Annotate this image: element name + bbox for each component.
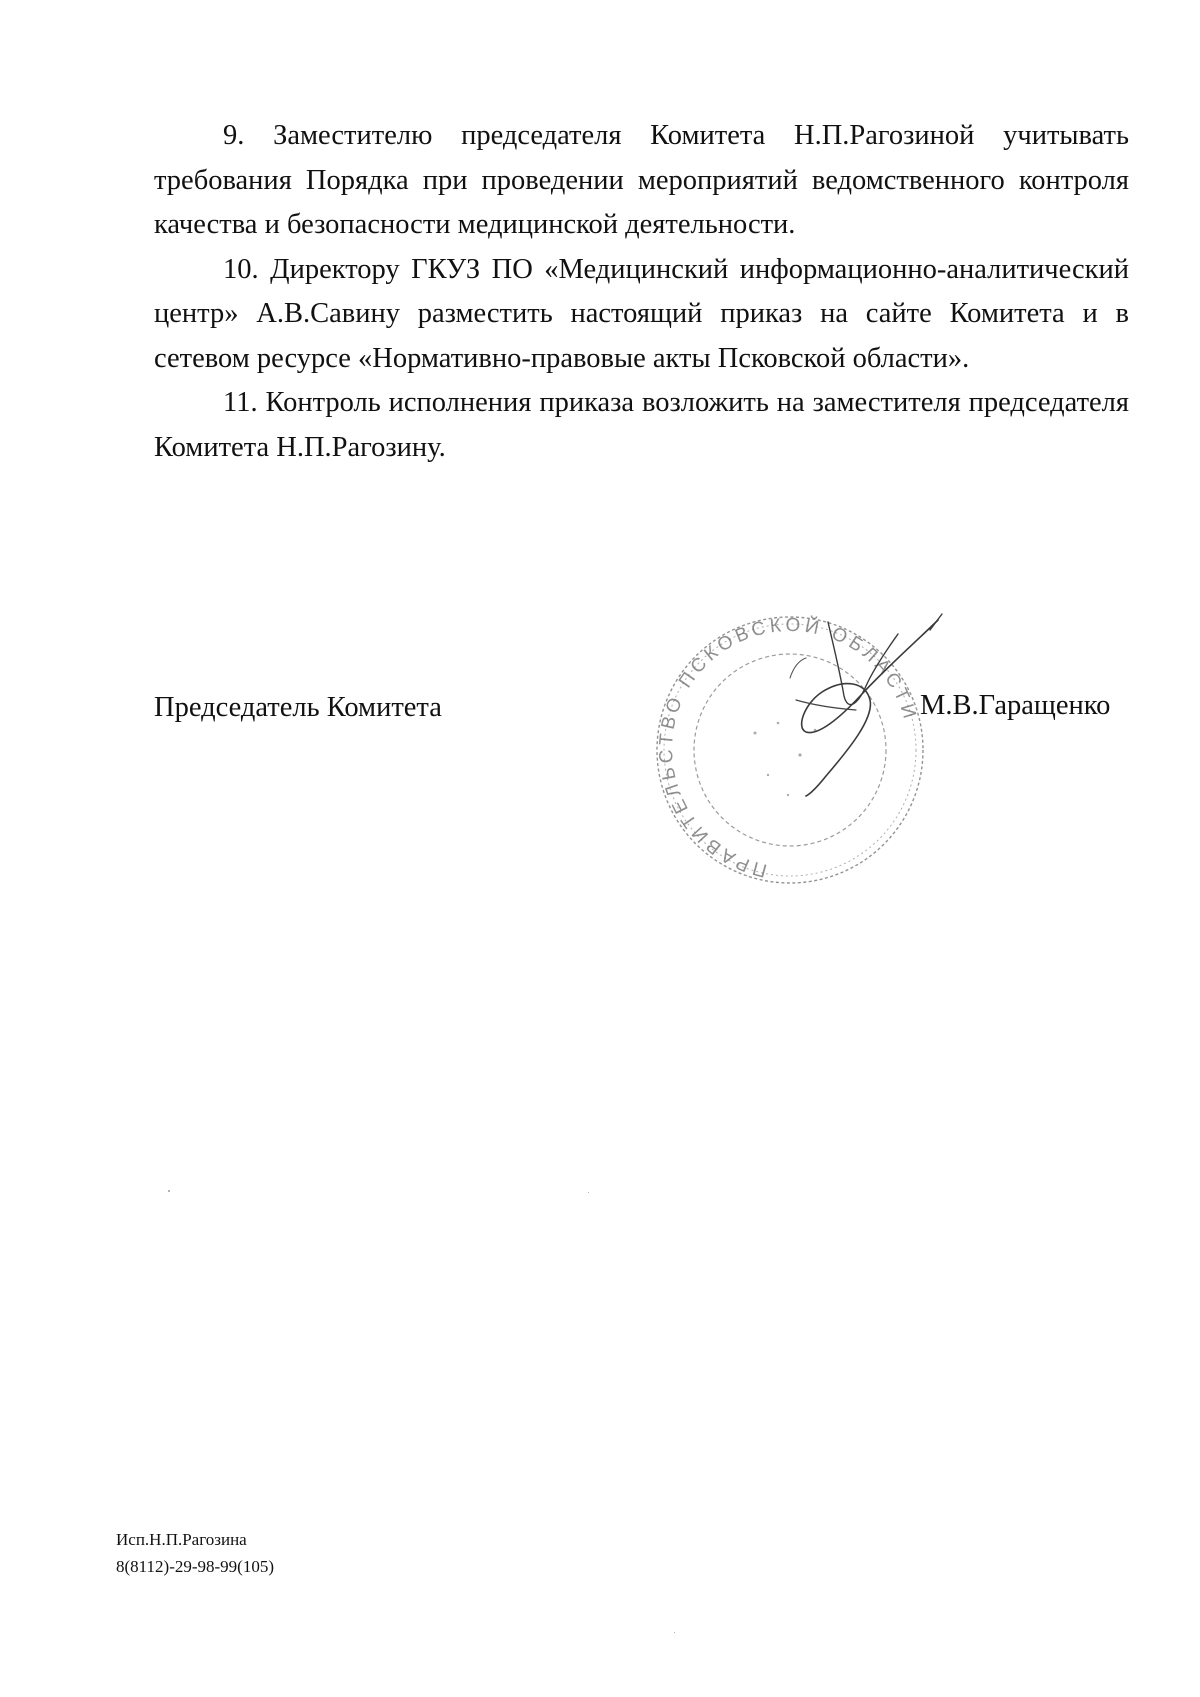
order-clauses [154,114,1129,470]
clause-text: Заместителю председателя Комитета Н.П.Рагозиной учитывать требования Порядка при проведении мероприятий ведомственного контроля качества и безопасности медицинской деятельности. [154,120,1129,240]
signatory-title: Председатель Комитета [154,692,442,723]
clause-10 [154,248,1129,382]
scan-speck [588,1192,589,1193]
executor-footer [116,1526,274,1580]
executor-phone: 8(8112)-29-98-99(105) [116,1557,274,1576]
scan-speck [674,1632,675,1633]
signatory-name: М.В.Гаращенко [920,690,1111,721]
clause-number: 11. [223,387,258,418]
clause-number: 10. [223,253,259,285]
executor-name: Исп.Н.П.Рагозина [116,1530,247,1549]
clause-text: Директору ГКУЗ ПО «Медицинский информационно-аналитический центр» А.В.Савину разместить настоящий приказ на сайте Комитета и в сетевом ресурсе «Нормативно-правовые акты Псковской области». [154,253,1129,374]
clause-text: Контроль исполнения приказа возложить на заместителя председателя Комитета Н.П.Рагозину. [154,387,1129,463]
seal-ring-text: ПРАВИТЕЛЬСТВО ПСКОВСКОЙ ОБЛАСТИ [655,614,921,881]
scan-speck [168,1190,170,1192]
clause-number: 9. [223,120,245,151]
clause-9 [154,114,1129,248]
clause-11 [154,381,1129,470]
